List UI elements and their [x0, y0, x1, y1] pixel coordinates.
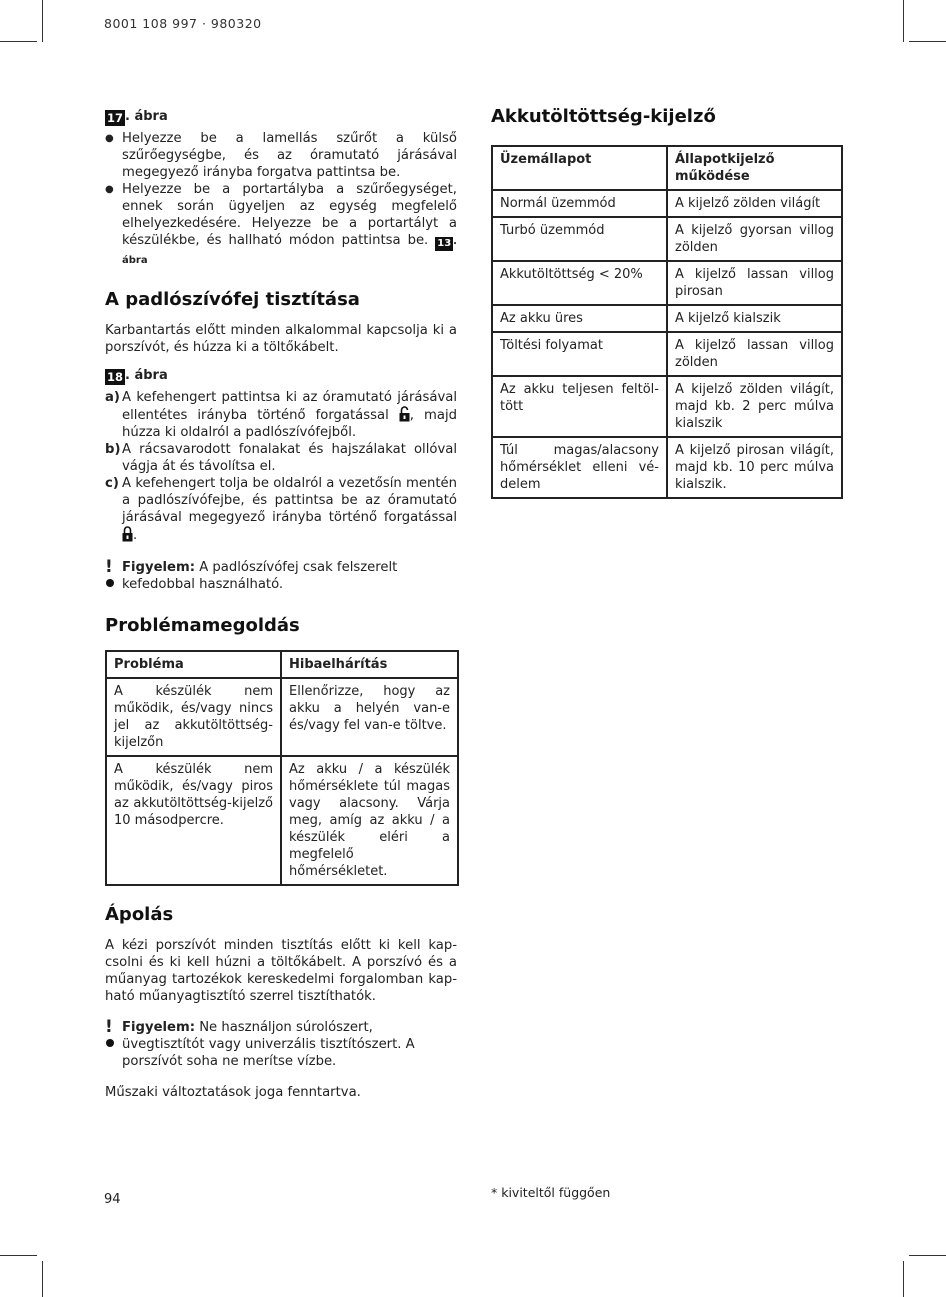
table-cell: A kijelző kialszik — [667, 305, 842, 332]
table-cell: Az akku üres — [492, 305, 667, 332]
warning-icon: ! — [105, 1019, 115, 1047]
care-warning: ! Figyelem: Ne használjon súrolószert, üvegtisztítót vagy univerzális tisztítószert. A porszívót soha ne merítse vízbe. — [105, 1017, 415, 1069]
list-item: ● Helyezze be a portartályba a szűrőegységet, ennek során ügyeljen az egység megfelelő elhelyezkedésére. Helyezze be a portartályt a készülékbe, és hallható módon pattintsa be. 13 . ábra — [105, 181, 457, 269]
figure-number-badge: 18 — [107, 370, 124, 384]
unlock-icon — [399, 406, 410, 422]
list-item: a) A kefehengert pattintsa ki az óramutató járásával ellentétes irányba történő forgatással , majd húzza ki oldalról a padlószívófejből. — [105, 390, 457, 440]
column-header: Állapotkijelző működése — [667, 146, 842, 190]
crop-mark — [903, 0, 904, 42]
table-cell: A kijelző zölden világít — [667, 190, 842, 217]
table-header-row — [492, 146, 842, 190]
section-title-care: Ápolás — [105, 904, 174, 925]
table-cell: A készülék nem működik, és/vagy piros az akkutöltöttség-kijelző 10 másodpercre. — [106, 756, 281, 885]
table-cell: Az akku / a készülék hőmérséklete túl magas vagy alacsony. Várja meg, amíg az akku / a készülék eléri a megfelelő hőmérsékletet. — [281, 756, 458, 885]
battery-indicator-table — [491, 145, 843, 499]
left-column — [105, 109, 457, 1101]
figure-17-label: 17 . ábra — [107, 109, 168, 125]
table-cell: Töltési folyamat — [492, 332, 667, 376]
table-row — [492, 217, 842, 261]
figure-18-label: 18 . ábra — [107, 368, 168, 384]
page-number: 94 — [104, 1192, 121, 1207]
table-cell: Ellenőrizze, hogy az akku a helyén van-e és/vagy fel van-e töltve. — [281, 678, 458, 756]
table-cell: A kijelző lassan villog pirosan — [667, 261, 842, 305]
figure-number-badge: 13 — [437, 238, 452, 249]
column-header: Probléma — [106, 651, 281, 678]
list-item: c) A kefehengert tolja be oldalról a vezetősín mentén a padlószívófejbe, és pattintsa be az óramutató járásával megegyező irányba történő forgatással . — [105, 476, 457, 543]
table-cell: A kijelző lassan villog zölden — [667, 332, 842, 376]
table-row — [106, 678, 458, 756]
list-item: b) A rácsavarodott fonalakat és hajszálakat ollóval vágja át és távolítsa el. — [105, 442, 457, 474]
care-text: A kézi porszívót minden tisztítás előtt ki kell kapcsolni és ki kell húzni a töltőkábelt. A porszívó és a műanyag tartozékok kereskedelmi forgalomban kapható műanyagtisztító szerrel tisztíthatók. — [105, 938, 457, 1004]
crop-mark — [42, 1261, 43, 1297]
table-cell: A kijelző zölden világít, majd kb. 2 perc múlva kialszik — [667, 376, 842, 437]
document-id: 8001 108 997 · 980320 — [104, 16, 262, 31]
crop-mark — [903, 1261, 904, 1297]
table-row — [492, 437, 842, 498]
floorhead-steps — [105, 389, 457, 544]
table-cell: Túl magas/alacsony hőmérséklet elleni védelem — [492, 437, 667, 498]
warning-icon: ! — [105, 559, 115, 587]
table-row — [492, 332, 842, 376]
table-row — [492, 305, 842, 332]
table-row — [492, 190, 842, 217]
table-cell: A készülék nem működik, és/vagy nincs jel az akkutöltöttség-kijelzőn — [106, 678, 281, 756]
column-header: Üzemállapot — [492, 146, 667, 190]
list-item: ● Helyezze be a lamellás szűrőt a külső szűrőegységbe, és az óramutató járásával megegyező irányba forgatva pattintsa be. — [105, 130, 457, 181]
technical-note: Műszaki változtatások joga fenntartva. — [105, 1085, 361, 1100]
footnote: * kiviteltől függően — [491, 1185, 611, 1200]
table-cell: A kijelző gyorsan villog zölden — [667, 217, 842, 261]
section-title-troubleshooting: Problémamegoldás — [105, 615, 300, 636]
lock-icon — [122, 526, 133, 542]
table-cell: Akkutöltöttség < 20% — [492, 261, 667, 305]
table-cell: Turbó üzemmód — [492, 217, 667, 261]
crop-mark — [909, 1255, 946, 1256]
table-cell: A kijelző pirosan világít, majd kb. 10 perc múlva kialszik. — [667, 437, 842, 498]
crop-mark — [0, 41, 37, 42]
filter-instructions — [105, 130, 457, 269]
table-header-row — [106, 651, 458, 678]
crop-mark — [909, 41, 946, 42]
floorhead-warning: ! Figyelem: A padlószívófej csak felszerelt kefedobbal használható. — [105, 557, 398, 592]
right-column — [491, 106, 841, 499]
section-title-floorhead: A padlószívófej tisztítása — [105, 289, 360, 310]
crop-mark — [42, 0, 43, 42]
crop-mark — [0, 1255, 37, 1256]
column-header: Hibaelhárítás — [281, 651, 458, 678]
table-cell: Az akku teljesen feltöltött — [492, 376, 667, 437]
table-cell: Normál üzemmód — [492, 190, 667, 217]
floorhead-intro: Karbantartás előtt minden alkalommal kapcsolja ki a porszívót, és húzza ki a töltőkábelt. — [105, 323, 457, 355]
table-row — [106, 756, 458, 885]
section-title-battery: Akkutöltöttség-kijelző — [491, 106, 716, 127]
troubleshooting-table — [105, 650, 459, 886]
table-row — [492, 376, 842, 437]
figure-number-badge: 17 — [107, 111, 124, 125]
table-row — [492, 261, 842, 305]
